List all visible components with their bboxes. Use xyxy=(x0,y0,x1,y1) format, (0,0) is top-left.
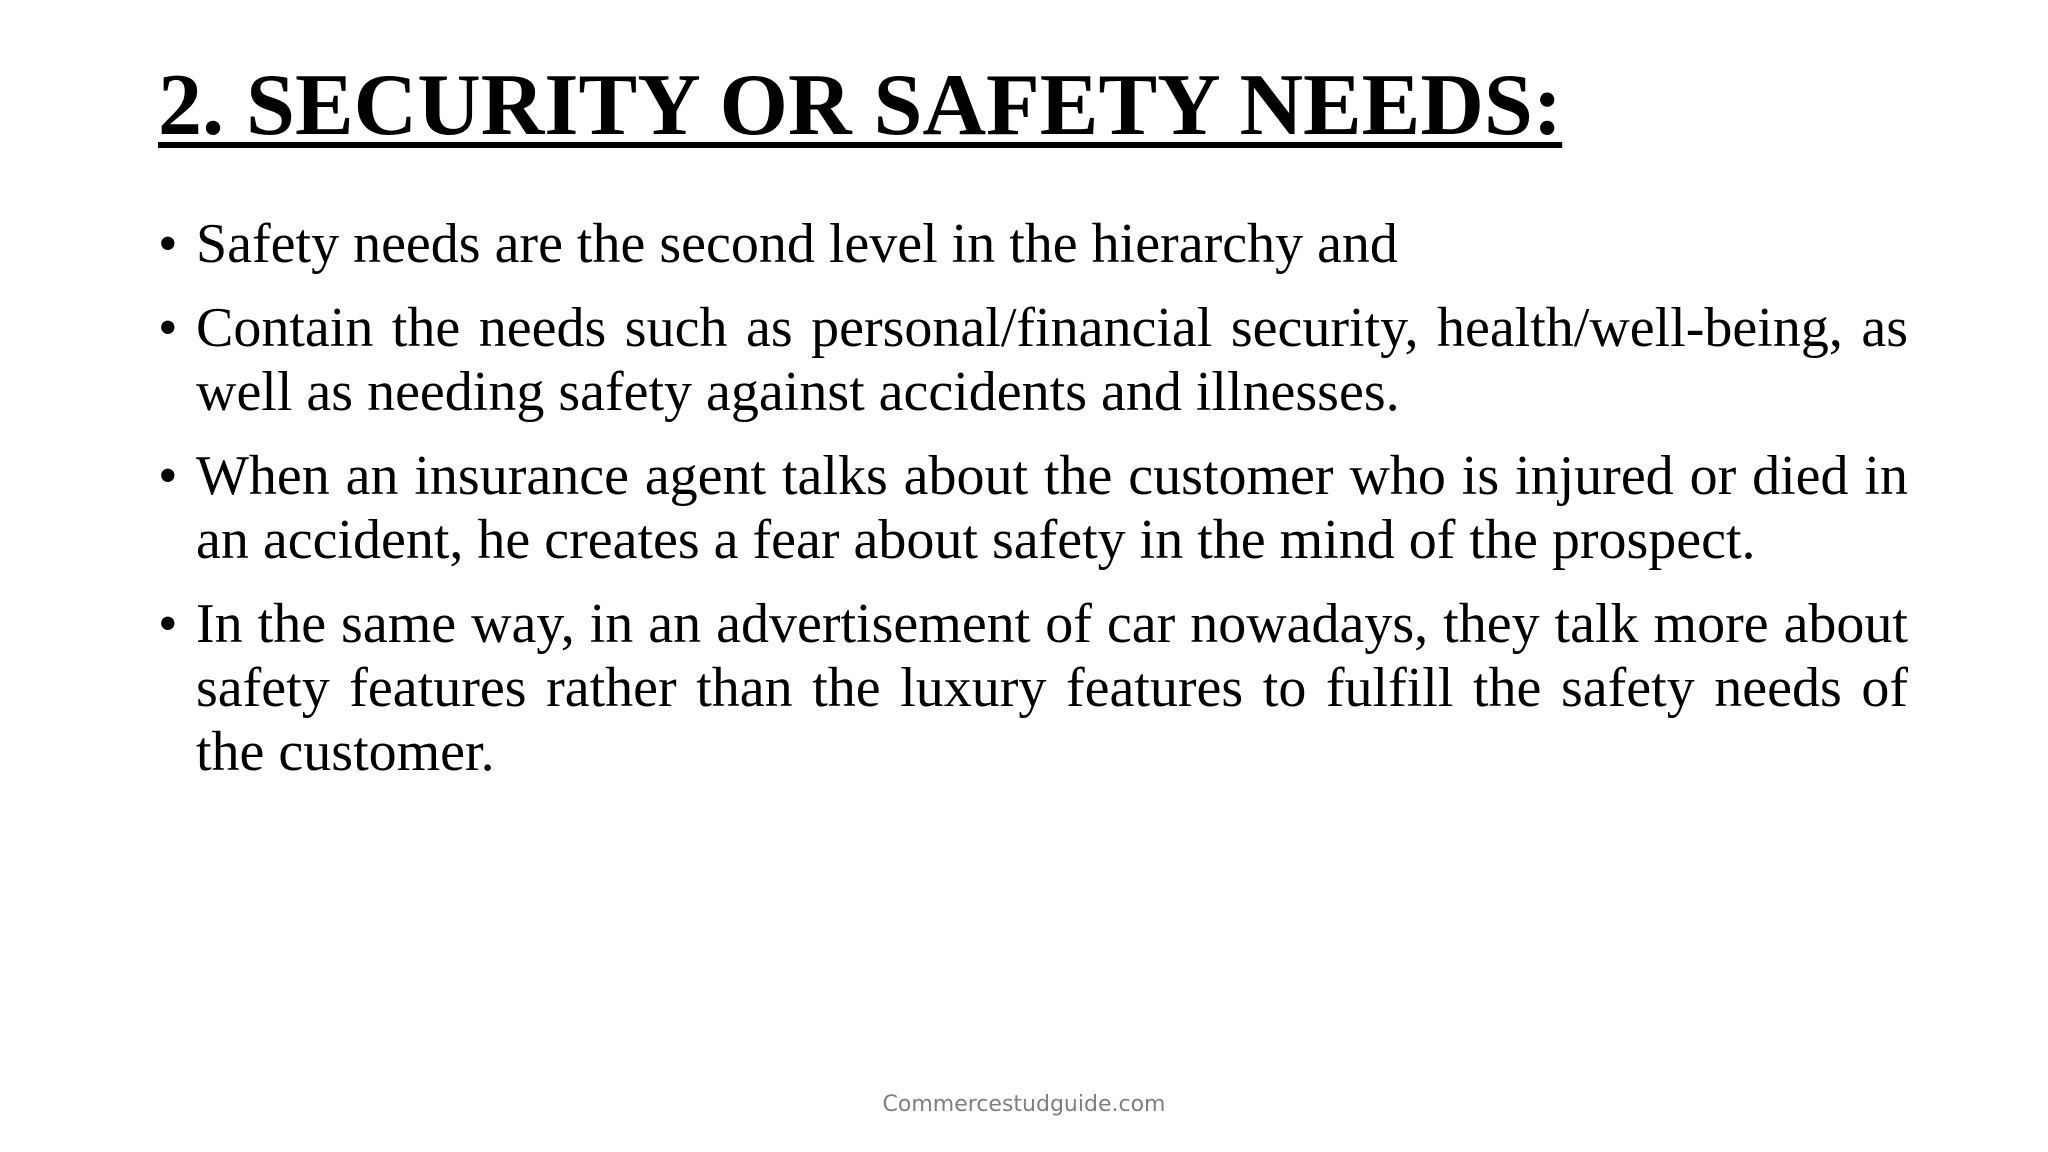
bullet-text: When an insurance agent talks about the customer who is injured or died in an accident, he creates a fear about safety in the mind of the prospect. xyxy=(196,445,1908,571)
bullet-item xyxy=(158,444,1908,572)
footer-watermark: Commercestudguide.com xyxy=(882,1092,1166,1117)
bullet-icon: • xyxy=(158,593,178,655)
bullet-item xyxy=(158,296,1908,424)
bullet-item xyxy=(158,592,1908,784)
bullet-icon: • xyxy=(158,445,178,507)
bullet-icon: • xyxy=(158,213,178,275)
bullet-text: Contain the needs such as personal/financial security, health/well-being, as well as needing safety against accidents and illnesses. xyxy=(196,297,1908,423)
bullet-item xyxy=(158,212,1908,276)
bullet-list xyxy=(158,212,1908,804)
bullet-icon: • xyxy=(158,297,178,359)
slide-title: 2. SECURITY OR SAFETY NEEDS: xyxy=(158,57,1563,154)
bullet-text: In the same way, in an advertisement of car nowadays, they talk more about safety features rather than the luxury features to fulfill the safety needs of the customer. xyxy=(196,593,1908,783)
bullet-text: Safety needs are the second level in the hierarchy and xyxy=(196,213,1398,275)
